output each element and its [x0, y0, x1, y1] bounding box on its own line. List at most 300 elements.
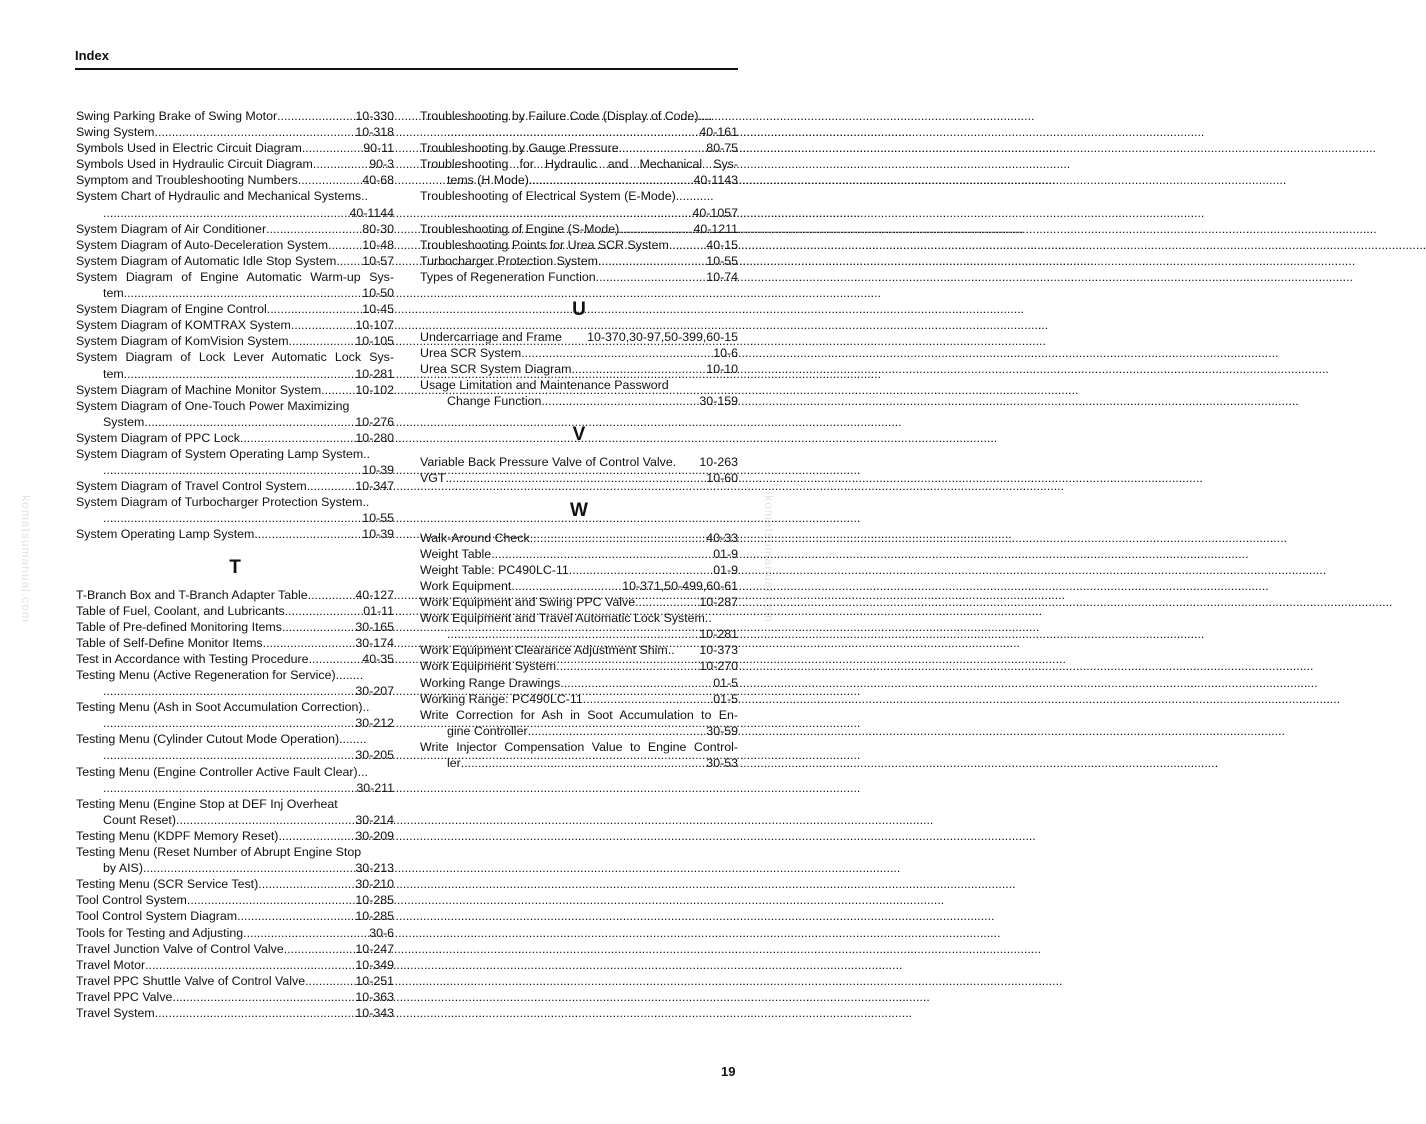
index-entry: [76, 269, 394, 301]
index-entry-page: 40-127: [355, 587, 394, 602]
index-entry-row: [420, 578, 738, 594]
index-entry: [76, 699, 394, 731]
page-header-title: Index: [75, 48, 109, 63]
index-entry-page: 40-1057: [692, 205, 738, 220]
index-entry: [76, 844, 394, 876]
index-entry: [76, 876, 394, 892]
index-entry: [420, 707, 738, 739]
index-column-right: [420, 108, 738, 771]
index-entry: [76, 430, 394, 446]
index-entry-row: [420, 626, 738, 642]
index-entry-page: 40-68: [362, 173, 394, 188]
dot-leader: [258, 876, 355, 892]
dot-leader: [447, 124, 699, 140]
index-entry-page: 10-349: [355, 957, 394, 972]
index-entry-row: [420, 205, 738, 221]
dot-leader: [187, 892, 356, 908]
dot-leader: [583, 691, 713, 707]
index-entry: [420, 329, 738, 345]
index-entry-text: Turbocharger Protection System: [420, 253, 598, 268]
index-entry-text: gine Controller: [447, 723, 528, 738]
index-section-s: [76, 108, 394, 543]
index-entry: [76, 957, 394, 973]
index-entry-row: [76, 989, 394, 1005]
dot-leader: [103, 462, 362, 478]
index-entry-line: System Diagram of Lock Lever Automatic Lock Sys-: [76, 350, 394, 365]
index-entry-row: [420, 393, 738, 409]
index-entry: [76, 237, 394, 253]
index-entry-row: [76, 925, 394, 941]
index-entry-row: [76, 108, 394, 124]
index-entry-line: System Diagram of One-Touch Power Maximizing: [76, 398, 350, 413]
index-entry: [76, 635, 394, 651]
index-entry-row: [76, 812, 394, 828]
index-entry-row: [76, 715, 394, 731]
index-entry-row: [76, 301, 394, 317]
index-entry: [76, 124, 394, 140]
dot-leader: [619, 140, 707, 156]
index-entry-line: Testing Menu (Cylinder Cutout Mode Operation)........: [76, 732, 367, 747]
index-entry-line: Usage Limitation and Maintenance Password: [420, 378, 669, 393]
index-entry-page: 10-39: [362, 463, 394, 478]
index-entry-row: [420, 594, 738, 610]
dot-leader: [240, 430, 356, 446]
index-entry: [76, 108, 394, 124]
index-entry: [420, 221, 738, 237]
dot-leader: [309, 651, 363, 667]
index-entry-page: 30-210: [355, 877, 394, 892]
index-entry-page: 30-6: [369, 925, 394, 940]
index-entry: [420, 691, 738, 707]
index-entry: [76, 892, 394, 908]
index-entry-line: Testing Menu (Engine Stop at DEF Inj Overheat: [76, 796, 338, 811]
index-entry-page: 10-347: [355, 479, 394, 494]
dot-leader: [305, 973, 355, 989]
index-entry-page: 40-161: [699, 125, 738, 140]
index-entry-row: [76, 317, 394, 333]
index-entry-text: Urea SCR System: [420, 346, 522, 361]
index-entry: [420, 140, 738, 156]
index-entry: [76, 925, 394, 941]
index-entry-page: 30-213: [355, 861, 394, 876]
dot-leader: [103, 747, 355, 763]
index-entry-page: 10-55: [706, 253, 738, 268]
dot-leader: [336, 253, 362, 269]
dot-leader: [308, 587, 356, 603]
index-entry: [76, 188, 394, 220]
index-entry-line: Troubleshooting of Electrical System (E-Mode)...........: [420, 189, 714, 204]
index-entry-row: [76, 205, 394, 221]
index-entry-row: [76, 285, 394, 301]
index-entry-text: Urea SCR System Diagram: [420, 362, 572, 377]
dot-leader: [521, 345, 713, 361]
index-entry-page: 10-281: [699, 627, 738, 642]
index-entry-row: [420, 691, 738, 707]
dot-leader: [328, 237, 362, 253]
index-entry-row: [420, 140, 738, 156]
dot-leader: [321, 382, 355, 398]
index-entry-row: [76, 908, 394, 924]
index-entry-page: 30-205: [355, 748, 394, 763]
index-entry-row: [76, 619, 394, 635]
dot-leader: [266, 221, 362, 237]
index-entry-row: [420, 562, 738, 578]
index-entry: [76, 667, 394, 699]
index-entry: [76, 446, 394, 478]
index-entry-text: tem: [103, 366, 124, 381]
index-entry-text: Travel Junction Valve of Control Valve: [76, 941, 284, 956]
index-entry: [420, 578, 738, 594]
index-entry: [76, 382, 394, 398]
index-entry-page: 80-75: [706, 141, 738, 156]
index-entry: [420, 253, 738, 269]
index-entry-page: 80-30: [362, 221, 394, 236]
index-entry-row: [420, 675, 738, 691]
index-entry-page: 30-214: [355, 812, 394, 827]
index-entry-text: Working Range: PC490LC-11: [420, 691, 583, 706]
section-letter-v: V: [572, 423, 586, 445]
index-entry: [420, 546, 738, 562]
index-entry: [420, 562, 738, 578]
index-entry: [420, 237, 738, 253]
index-entry-text: Symbols Used in Electric Circuit Diagram: [76, 141, 302, 156]
index-entry: [420, 269, 738, 285]
dot-leader: [298, 172, 363, 188]
index-entry-page: 40-1211: [693, 221, 738, 236]
index-entry-row: [76, 172, 394, 188]
dot-leader: [529, 172, 694, 188]
index-entry-page: 01-9: [713, 546, 738, 561]
index-entry-page: 10-373: [699, 643, 738, 658]
index-entry-line: System Chart of Hydraulic and Mechanical Systems..: [76, 189, 368, 204]
index-entry-text: Travel System: [76, 1005, 155, 1020]
index-entry-row: [420, 470, 738, 486]
index-entry: [76, 651, 394, 667]
dot-leader: [291, 317, 356, 333]
dot-leader: [144, 414, 355, 430]
index-entry-row: [420, 269, 738, 285]
index-entry-row: [76, 510, 394, 526]
index-entry: [76, 526, 394, 542]
index-entry: [420, 530, 738, 546]
index-entry: [420, 610, 738, 642]
index-entry-text: ler: [447, 756, 461, 770]
index-entry-row: [76, 780, 394, 796]
dot-leader: [447, 626, 699, 642]
dot-leader: [511, 578, 622, 594]
index-entry-page: 10-102: [355, 382, 394, 397]
dot-leader: [155, 124, 356, 140]
index-entry-text: by AIS): [103, 861, 143, 876]
index-entry: [76, 349, 394, 381]
index-entry-row: [420, 361, 738, 377]
dot-leader: [237, 908, 355, 924]
index-entry-text: Troubleshooting Points for Urea SCR System: [420, 237, 669, 252]
index-entry-text: Undercarriage and Frame: [420, 330, 562, 345]
index-entry-text: Work Equipment and Swing PPC Valve: [420, 595, 636, 610]
index-entry-text: Test in Accordance with Testing Procedure: [76, 651, 309, 666]
index-entry: [420, 188, 738, 220]
index-entry-text: System Diagram of Engine Control: [76, 302, 267, 317]
section-letter-t: T: [229, 556, 241, 578]
index-entry-row: [76, 941, 394, 957]
index-entry-row: [76, 237, 394, 253]
index-entry: [76, 317, 394, 333]
index-entry: [420, 594, 738, 610]
index-entry-page: 30-165: [355, 619, 394, 634]
index-entry-page: 10-330: [355, 109, 394, 123]
index-entry-text: System Diagram of KOMTRAX System: [76, 318, 291, 333]
dot-leader: [278, 828, 355, 844]
dot-leader: [313, 156, 369, 172]
index-entry-text: Symptom and Troubleshooting Numbers: [76, 173, 298, 188]
index-entry-page: 40-35: [362, 651, 394, 666]
index-entry: [76, 941, 394, 957]
index-entry-page: 10-50: [362, 286, 394, 301]
index-entry-row: [420, 172, 738, 188]
index-entry-text: Types of Regeneration Function: [420, 269, 596, 284]
index-entry-page: 30-211: [356, 780, 394, 795]
index-entry: [76, 478, 394, 494]
dot-leader: [669, 237, 706, 253]
index-entry: [420, 377, 738, 409]
index-entry-text: Testing Menu (SCR Service Test): [76, 877, 259, 892]
index-entry-page: 10-370,30-97,50-399,60-15: [587, 330, 738, 345]
index-entry-page: 10-371,50-499,60-61: [622, 578, 738, 593]
index-entry-page: 10-48: [362, 237, 394, 252]
index-entry: [76, 221, 394, 237]
index-entry: [76, 828, 394, 844]
index-entry: [420, 156, 738, 188]
index-entry-row: [420, 642, 738, 658]
index-entry-page: 30-159: [699, 394, 738, 409]
index-entry-row: [420, 221, 738, 237]
dot-leader: [569, 562, 713, 578]
dot-leader: [619, 221, 693, 237]
index-section-u: [420, 329, 738, 409]
index-entry-row: [76, 635, 394, 651]
index-entry-text: System Operating Lamp System: [76, 527, 255, 542]
index-entry-line: Testing Menu (Ash in Soot Accumulation Correction)..: [76, 700, 370, 715]
index-entry-row: [76, 382, 394, 398]
index-section-v: [420, 454, 738, 486]
index-entry: [76, 731, 394, 763]
index-entry-row: [76, 892, 394, 908]
index-entry-page: 01-5: [713, 691, 738, 706]
index-entry-page: 10-39: [362, 527, 394, 542]
index-entry: [420, 470, 738, 486]
index-entry: [420, 658, 738, 674]
index-entry-row: [76, 957, 394, 973]
index-entry-page: 10-55: [362, 511, 394, 526]
index-entry-text: VGT: [420, 470, 446, 485]
index-entry-row: [420, 253, 738, 269]
dot-leader: [176, 812, 355, 828]
index-entry: [76, 333, 394, 349]
index-entry-row: [76, 430, 394, 446]
index-entry-page: 40-15: [706, 237, 738, 252]
index-entry-page: 10-276: [355, 414, 394, 429]
index-entry-page: 30-59: [706, 723, 738, 738]
index-entry-row: [76, 478, 394, 494]
dot-leader: [528, 723, 707, 739]
dot-leader: [103, 510, 362, 526]
index-entry: [76, 587, 394, 603]
index-entry: [420, 454, 738, 470]
index-entry-text: System Diagram of Air Conditioner: [76, 221, 267, 236]
index-entry: [76, 398, 394, 430]
index-entry: [76, 156, 394, 172]
index-entry: [420, 739, 738, 771]
index-entry-page: 10-270: [699, 659, 738, 674]
index-entry-page: 10-105: [355, 334, 394, 349]
dot-leader: [284, 941, 356, 957]
index-entry-row: [76, 876, 394, 892]
index-entry-line: Testing Menu (Reset Number of Abrupt Engine Stop: [76, 845, 362, 860]
index-entry-page: 30-212: [355, 716, 394, 731]
index-entry-text: System Diagram of Travel Control System: [76, 479, 307, 494]
index-entry-page: 30-207: [355, 684, 394, 699]
index-entry-row: [420, 454, 738, 470]
dot-leader: [263, 635, 356, 651]
index-entry-page: 10-363: [355, 989, 394, 1004]
dot-leader: [103, 780, 356, 796]
index-entry-text: Walk-Around Check: [420, 530, 530, 545]
index-entry-text: System Diagram of Machine Monitor System: [76, 382, 322, 397]
section-letter-w: W: [570, 499, 588, 521]
index-entry-text: Testing Menu (KDPF Memory Reset): [76, 828, 279, 843]
index-section-t-continued: [420, 108, 738, 285]
index-entry-row: [76, 221, 394, 237]
index-entry-text: Travel PPC Shuttle Valve of Control Valve: [76, 973, 306, 988]
index-entry-text: tem: [103, 286, 124, 301]
index-entry-row: [420, 530, 738, 546]
index-entry-text: System Diagram of Auto-Deceleration System: [76, 237, 329, 252]
index-entry-line: Work Equipment and Travel Automatic Lock System..: [420, 611, 712, 626]
index-entry-row: [420, 237, 738, 253]
index-column-left: [76, 108, 394, 1021]
index-entry-row: [76, 587, 394, 603]
index-entry-page: 10-285: [355, 893, 394, 908]
index-entry: [76, 140, 394, 156]
index-entry: [420, 108, 738, 140]
index-entry-page: 90-11: [363, 141, 394, 156]
index-entry-row: [76, 828, 394, 844]
index-entry-line: Troubleshooting for Hydraulic and Mechanical Sys-: [420, 157, 738, 172]
watermark-right: komatsumanual.com: [761, 495, 776, 623]
dot-leader: [103, 205, 349, 221]
watermark-left: komatsumanual.com: [18, 495, 33, 623]
index-entry-page: 40-1144: [349, 205, 394, 220]
dot-leader: [124, 285, 363, 301]
index-entry-page: 10-45: [362, 302, 394, 317]
dot-leader: [491, 546, 713, 562]
index-entry-text: Working Range Drawings: [420, 675, 561, 690]
index-entry: [76, 494, 394, 526]
index-entry-page: 10-247: [355, 941, 394, 956]
dot-leader: [267, 301, 363, 317]
dot-leader: [635, 594, 699, 610]
index-entry-text: Work Equipment: [420, 578, 512, 593]
page-number: 19: [721, 1064, 736, 1079]
index-entry-row: [76, 156, 394, 172]
dot-leader: [143, 860, 355, 876]
index-entry-text: System: [103, 414, 145, 429]
index-entry-line: System Diagram of System Operating Lamp System..: [76, 446, 371, 461]
index-entry-row: [76, 462, 394, 478]
index-entry-text: Tool Control System: [76, 893, 187, 908]
index-entry-text: Troubleshooting of Engine (S-Mode): [420, 221, 620, 236]
dot-leader: [307, 478, 356, 494]
index-entry: [76, 989, 394, 1005]
index-entry-row: [420, 723, 738, 739]
index-entry-page: 10-6: [713, 346, 738, 361]
index-entry: [76, 973, 394, 989]
section-letter-u: U: [572, 299, 586, 321]
index-entry-row: [76, 651, 394, 667]
index-entry: [76, 301, 394, 317]
index-entry-line: Write Correction for Ash in Soot Accumulation to En-: [420, 707, 738, 722]
index-entry-page: 40-1143: [693, 173, 738, 188]
index-entry-line: Write Injector Compensation Value to Engine Control-: [420, 739, 738, 754]
index-entry-page: 01-11: [363, 603, 394, 618]
index-entry-row: [76, 414, 394, 430]
dot-leader: [596, 269, 707, 285]
dot-leader: [285, 603, 364, 619]
index-entry-text: Swing Parking Brake of Swing Motor: [76, 109, 278, 123]
index-entry-text: T-Branch Box and T-Branch Adapter Table: [76, 587, 308, 602]
index-entry-page: 10-318: [355, 125, 394, 140]
dot-leader: [302, 140, 363, 156]
dot-leader: [598, 253, 706, 269]
index-entry-row: [76, 140, 394, 156]
index-entry-page: 10-251: [355, 973, 394, 988]
index-entry: [76, 764, 394, 796]
index-entry-text: System Diagram of Automatic Idle Stop System: [76, 253, 337, 268]
index-entry-line: Testing Menu (Engine Controller Active Fault Clear)...: [76, 764, 368, 779]
dot-leader: [145, 957, 355, 973]
index-entry-row: [76, 973, 394, 989]
index-entry-text: Swing System: [76, 125, 155, 140]
index-entry-text: Table of Pre-defined Monitoring Items: [76, 619, 282, 634]
index-entry-row: [76, 1005, 394, 1021]
index-entry: [420, 642, 738, 658]
dot-leader: [560, 675, 713, 691]
index-entry-text: Tools for Testing and Adjusting: [76, 925, 244, 940]
index-entry-line: Testing Menu (Active Regeneration for Service)........: [76, 668, 364, 682]
index-entry-text: Weight Table: [420, 546, 492, 561]
dot-leader: [461, 755, 707, 771]
index-entry-row: [76, 603, 394, 619]
index-entry-row: [76, 124, 394, 140]
index-entry-text: Table of Fuel, Coolant, and Lubricants: [76, 603, 285, 618]
dot-leader: [124, 366, 356, 382]
index-entry: [76, 619, 394, 635]
index-entry-page: 10-263: [699, 454, 738, 469]
index-entry-text: System Diagram of KomVision System: [76, 334, 289, 349]
index-entry-row: [76, 526, 394, 542]
index-entry-text: Table of Self-Define Monitor Items: [76, 635, 263, 650]
index-entry: [76, 908, 394, 924]
index-entry-page: 10-107: [355, 318, 394, 333]
index-entry-row: [420, 329, 738, 345]
index-entry-page: 10-60: [706, 470, 738, 485]
dot-leader: [556, 658, 699, 674]
index-entry-page: 10-343: [355, 1005, 394, 1020]
dot-leader: [541, 393, 699, 409]
dot-leader: [445, 470, 706, 486]
index-entry-line: Troubleshooting by Failure Code (Display of Code)....: [420, 109, 713, 123]
